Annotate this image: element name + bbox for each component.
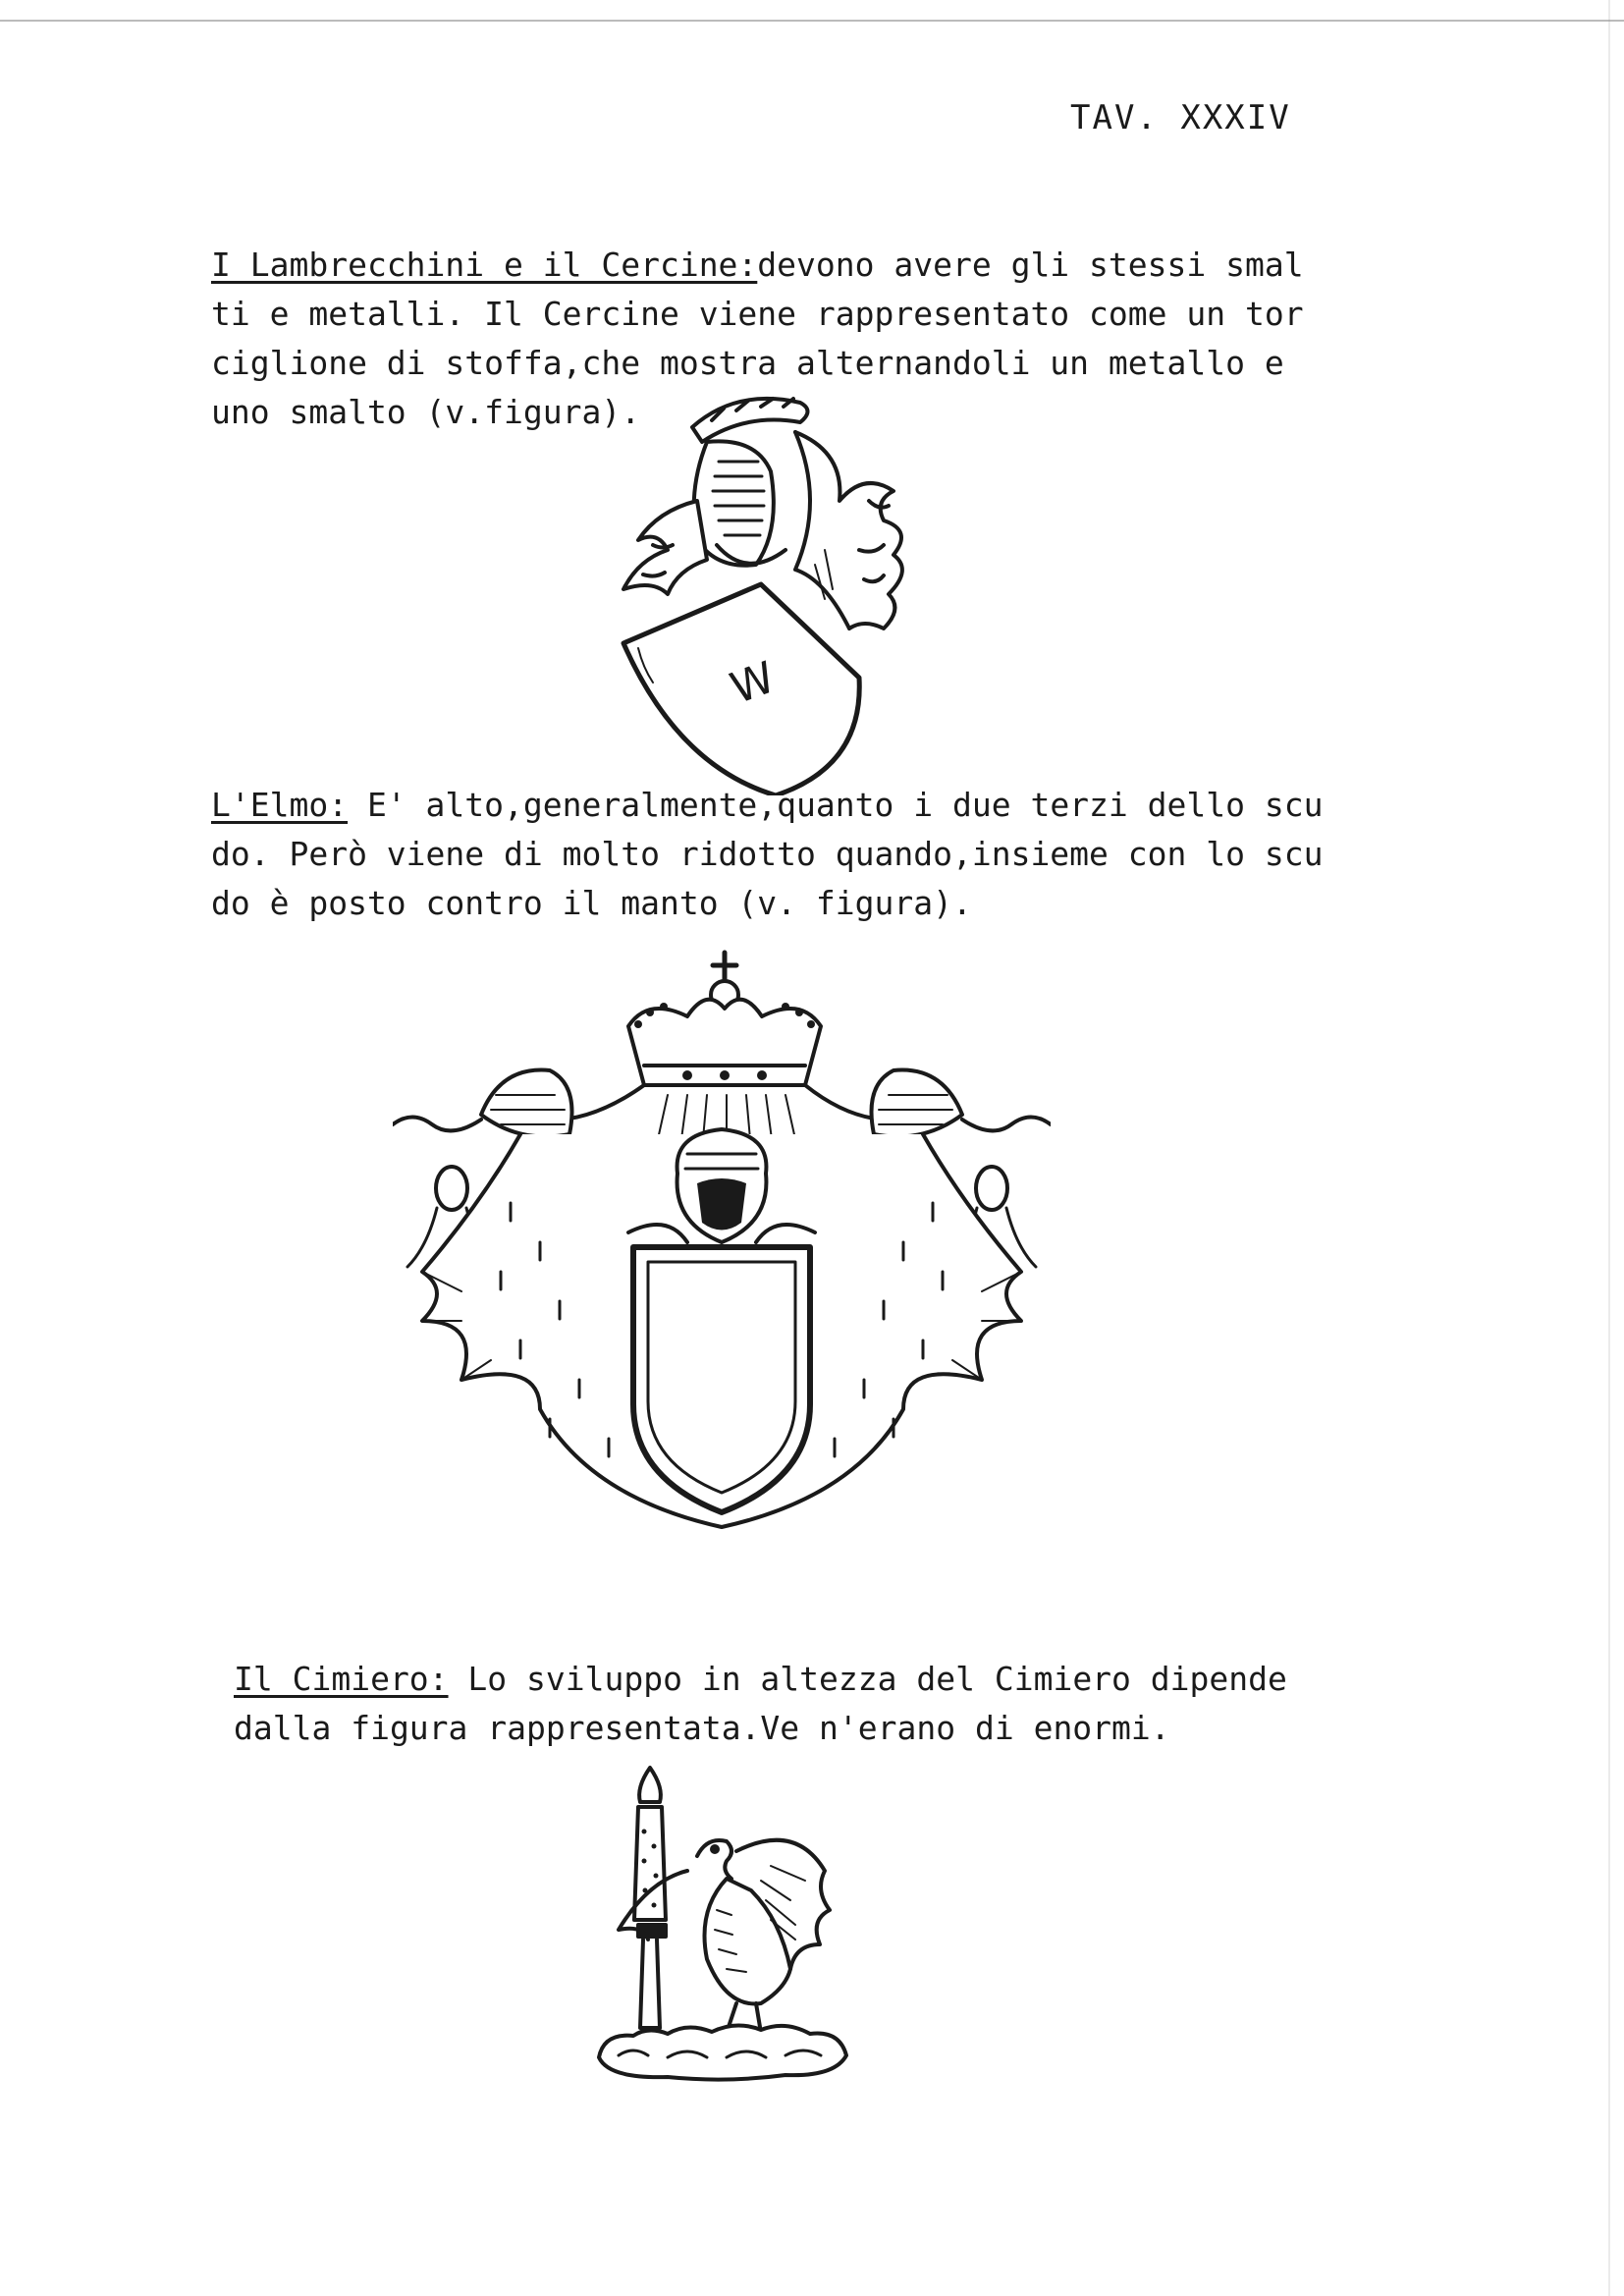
line: ciglione di stoffa,che mostra alternandoli un metallo e xyxy=(211,344,1284,382)
line: E' alto,generalmente,quanto i due terzi dello scu xyxy=(348,786,1324,824)
scan-edge-line-right xyxy=(1608,0,1610,2296)
figure-helmet-mantling xyxy=(599,383,962,795)
paragraph-cimiero xyxy=(234,1655,1287,1753)
crowned-mantle-drawing xyxy=(393,948,1051,1596)
line: do è posto contro il manto (v. figura). xyxy=(211,884,972,922)
shield-letter: W xyxy=(724,652,782,715)
plate-number: TAV. XXXIV xyxy=(1070,98,1291,137)
scan-edge-line xyxy=(0,20,1624,22)
line: Lo sviluppo in altezza del Cimiero dipende xyxy=(448,1660,1287,1698)
paragraph-elmo xyxy=(211,781,1323,928)
line: do. Però viene di molto ridotto quando,insieme con lo scu xyxy=(211,835,1324,873)
heading-lambrecchini: I Lambrecchini e il Cercine: xyxy=(211,246,758,284)
figure-crowned-mantle xyxy=(393,948,1051,1596)
heading-elmo: L'Elmo: xyxy=(211,786,349,824)
heading-cimiero: Il Cimiero: xyxy=(234,1660,449,1698)
figure-crest-eagle xyxy=(589,1763,864,2097)
crest-eagle-drawing xyxy=(589,1763,864,2097)
line: ti e metalli. Il Cercine viene rappresentato come un tor xyxy=(211,295,1304,333)
helmet-mantling-drawing xyxy=(599,383,962,795)
line: devono avere gli stessi smal xyxy=(757,246,1304,284)
line: uno smalto (v.figura). xyxy=(211,393,641,431)
line: dalla figura rappresentata.Ve n'erano di enormi. xyxy=(234,1709,1170,1747)
